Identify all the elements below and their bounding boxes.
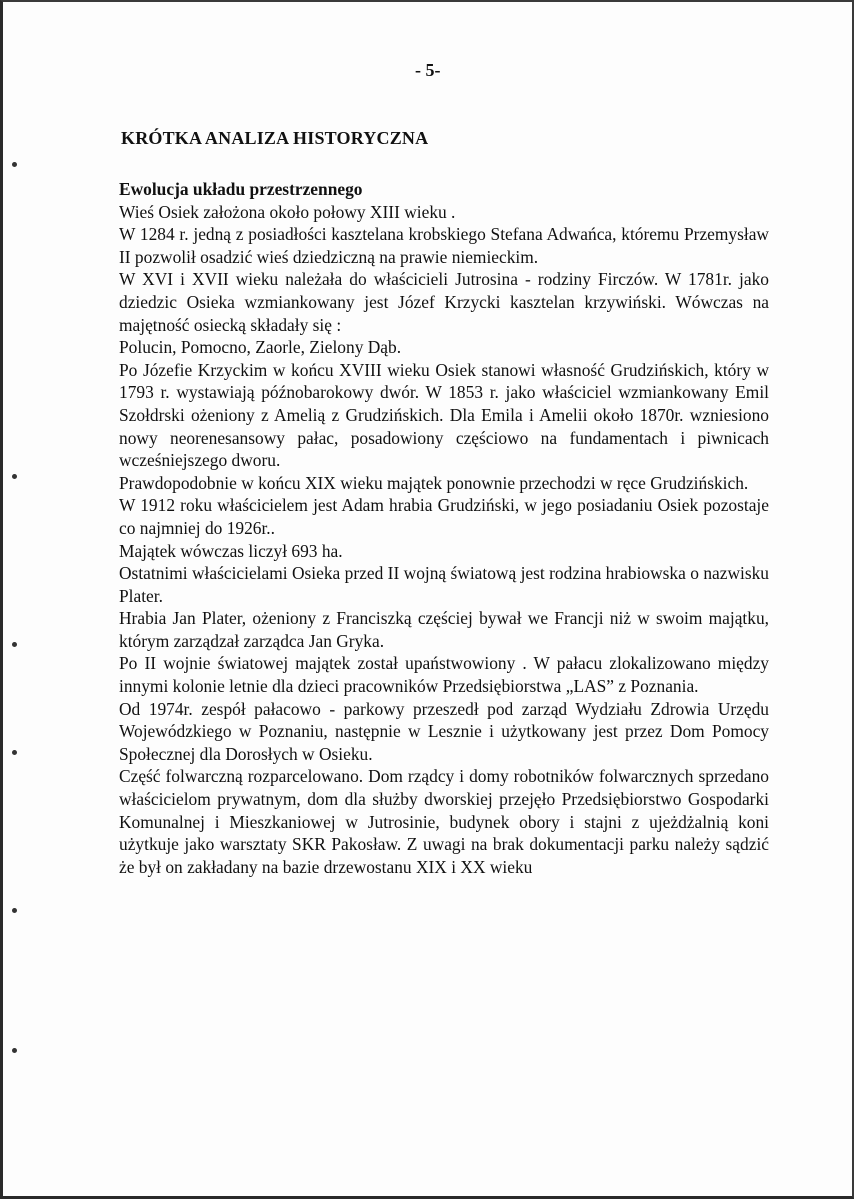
paragraph: Majątek wówczas liczył 693 ha. [119, 540, 343, 561]
scan-margin-mark [12, 642, 17, 647]
page-number: - 5- [415, 60, 441, 80]
scan-margin-mark [12, 750, 17, 755]
paragraph: Wieś Osiek założona około połowy XIII wieku . [119, 201, 456, 222]
paragraph: Część folwarczną rozparcelowano. Dom rządcy i domy robotników folwarcznych sprzedano właścicielom prywatnym, dom dla służby dworskiej przejęło Przedsiębiorstwo Gospodarki Komunalnej i Mieszkaniowej w Jutrosinie, budynek obory i stajni z ujeżdżalnią koni użytkuje jako warsztaty SKR Pakosław. Z uwagi na brak dokumentacji parku należy sądzić że był on zakładany na bazie drzewostanu XIX i XX wieku [119, 766, 769, 877]
paragraph: W XVI i XVII wieku należała do właścicieli Jutrosina - rodziny Firczów. W 1781r. jako dziedzic Osieka wzmiankowany jest Józef Krzycki kasztelan krzywiński. Wówczas na majętność osiecką składały się : [119, 269, 769, 335]
paragraph: W 1284 r. jedną z posiadłości kasztelana krobskiego Stefana Adwańca, któremu Przemysław II pozwolił osadzić wieś dziedziczną na prawie niemieckim. [119, 224, 769, 267]
paragraph: Po Józefie Krzyckim w końcu XVIII wieku Osiek stanowi własność Grudzińskich, który w 1793 r. wystawiają późnobarokowy dwór. W 1853 r. jako właściciel wzmiankowany Emil Szołdrski ożeniony z Amelią z Grudzińskich. Dla Emila i Amelii około 1870r. wzniesiono nowy neorenesansowy pałac, posadowiony częściowo na fundamentach i piwnicach wcześniejszego dworu. [119, 359, 769, 471]
scan-margin-mark [12, 1048, 17, 1053]
scan-margin-mark [12, 474, 17, 479]
section-subheading: Ewolucja układu przestrzennego [119, 179, 363, 199]
paragraph: Hrabia Jan Plater, ożeniony z Franciszką częściej bywał we Francji niż w swoim majątku, którym zarządzał zarządca Jan Gryka. [119, 608, 769, 651]
scan-margin-mark [12, 162, 17, 167]
paragraph: Prawdopodobnie w końcu XIX wieku majątek ponownie przechodzi w ręce Grudzińskich. [119, 472, 749, 493]
paragraph: Polucin, Pomocno, Zaorle, Zielony Dąb. [119, 337, 402, 358]
paragraph: Po II wojnie światowej majątek został upaństwowiony . W pałacu zlokalizowano między innymi kolonie letnie dla dzieci pracowników Przedsiębiorstwa „LAS” z Poznania. [119, 653, 769, 697]
paragraph: Od 1974r. zespół pałacowo - parkowy przeszedł pod zarząd Wydziału Zdrowia Urzędu Wojewódzkiego w Poznaniu, następnie w Lesznie i użytkowany jest przez Dom Pomocy Społecznej dla Dorosłych w Osieku. [119, 698, 769, 764]
paragraph: Ostatnimi właścicielami Osieka przed II wojną światową jest rodzina hrabiowska o nazwisku Plater. [119, 563, 769, 606]
page-title: KRÓTKA ANALIZA HISTORYCZNA [121, 128, 429, 148]
scan-margin-mark [12, 908, 17, 913]
document-body [119, 178, 769, 878]
paragraph: W 1912 roku właścicielem jest Adam hrabia Grudziński, w jego posiadaniu Osiek pozostaje co najmniej do 1926r.. [119, 495, 769, 538]
